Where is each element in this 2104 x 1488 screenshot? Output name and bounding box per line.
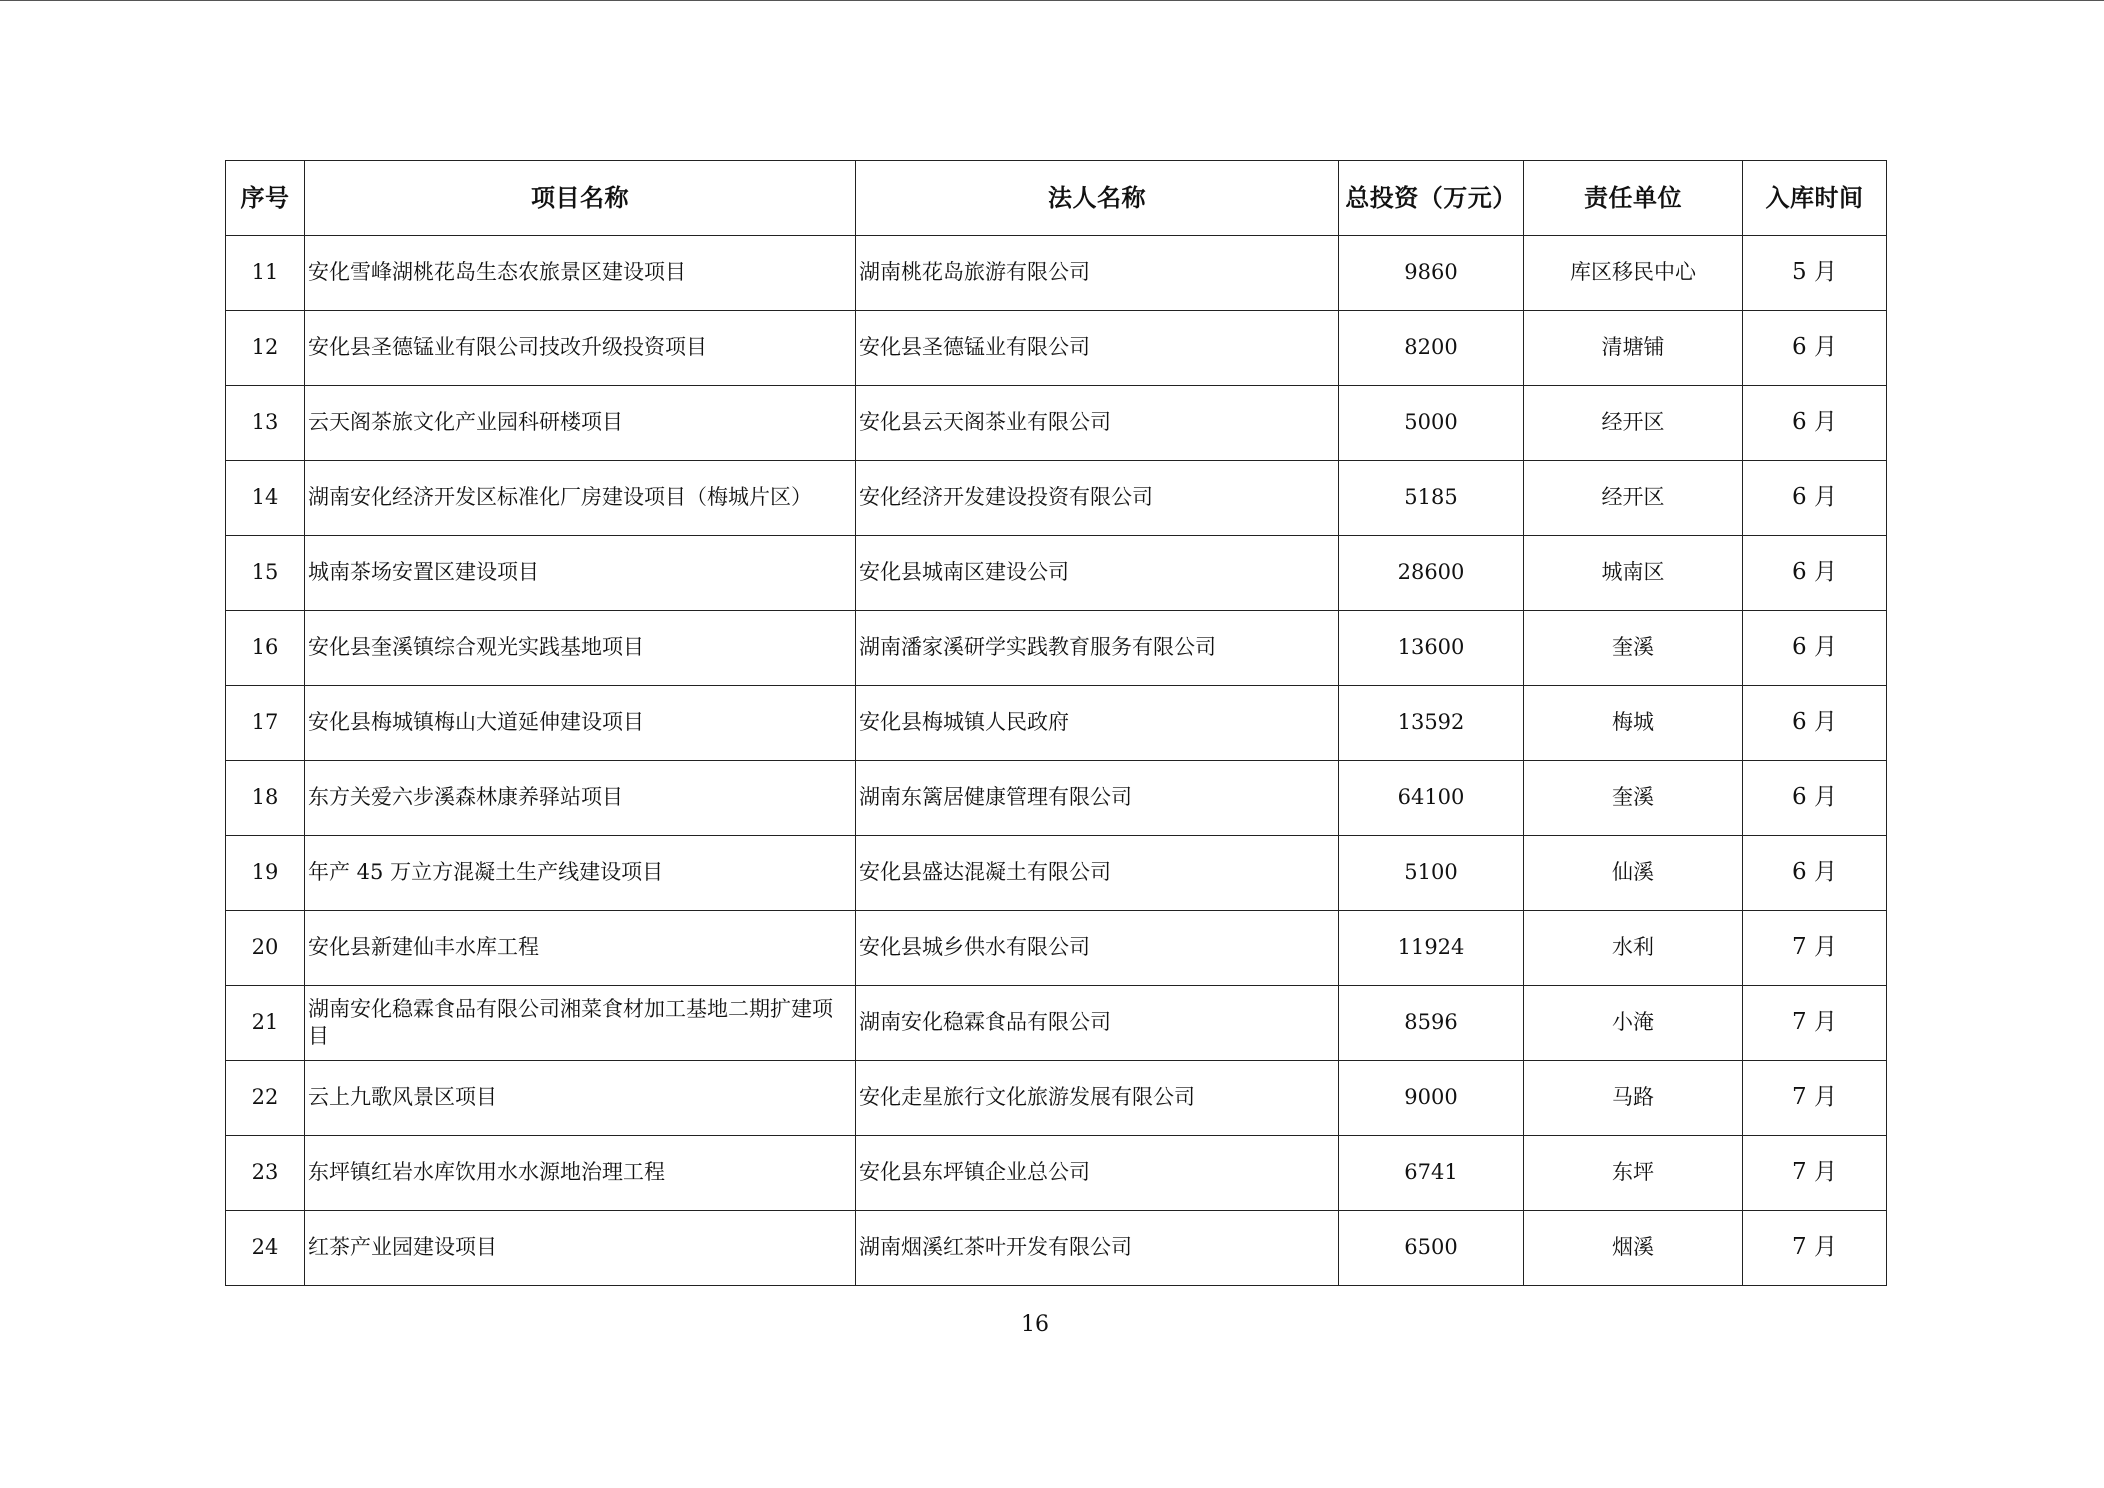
cell-project-name: 云上九歌风景区项目 xyxy=(305,1061,856,1136)
cell-legal-entity: 湖南烟溪红茶叶开发有限公司 xyxy=(856,1211,1339,1286)
cell-entry-time: 6 月 xyxy=(1743,761,1887,836)
cell-total-investment: 11924 xyxy=(1339,911,1524,986)
cell-legal-entity: 安化县城南区建设公司 xyxy=(856,536,1339,611)
cell-responsible-unit: 库区移民中心 xyxy=(1524,236,1743,311)
table-row xyxy=(226,986,1887,1061)
cell-legal-entity: 安化县东坪镇企业总公司 xyxy=(856,1136,1339,1211)
cell-legal-entity: 湖南东篱居健康管理有限公司 xyxy=(856,761,1339,836)
cell-project-name: 安化县奎溪镇综合观光实践基地项目 xyxy=(305,611,856,686)
cell-legal-entity: 安化县云天阁茶业有限公司 xyxy=(856,386,1339,461)
cell-responsible-unit: 城南区 xyxy=(1524,536,1743,611)
cell-legal-entity: 湖南桃花岛旅游有限公司 xyxy=(856,236,1339,311)
table-row xyxy=(226,611,1887,686)
table-body xyxy=(226,236,1887,1286)
cell-total-investment: 5100 xyxy=(1339,836,1524,911)
cell-total-investment: 5000 xyxy=(1339,386,1524,461)
cell-entry-time: 7 月 xyxy=(1743,1211,1887,1286)
cell-total-investment: 8596 xyxy=(1339,986,1524,1061)
cell-project-name: 安化县新建仙丰水库工程 xyxy=(305,911,856,986)
table-row xyxy=(226,1136,1887,1211)
cell-legal-entity: 安化走星旅行文化旅游发展有限公司 xyxy=(856,1061,1339,1136)
cell-project-name: 城南茶场安置区建设项目 xyxy=(305,536,856,611)
cell-serial-number: 15 xyxy=(226,536,305,611)
cell-serial-number: 17 xyxy=(226,686,305,761)
header-serial-number: 序号 xyxy=(226,161,305,236)
table-row xyxy=(226,236,1887,311)
cell-serial-number: 24 xyxy=(226,1211,305,1286)
cell-legal-entity: 湖南安化稳霖食品有限公司 xyxy=(856,986,1339,1061)
cell-entry-time: 6 月 xyxy=(1743,536,1887,611)
cell-legal-entity: 安化县圣德锰业有限公司 xyxy=(856,311,1339,386)
cell-project-name: 安化县梅城镇梅山大道延伸建设项目 xyxy=(305,686,856,761)
cell-entry-time: 6 月 xyxy=(1743,611,1887,686)
cell-serial-number: 16 xyxy=(226,611,305,686)
cell-serial-number: 21 xyxy=(226,986,305,1061)
cell-total-investment: 8200 xyxy=(1339,311,1524,386)
cell-responsible-unit: 水利 xyxy=(1524,911,1743,986)
page-top-border xyxy=(0,0,2104,1)
cell-entry-time: 6 月 xyxy=(1743,461,1887,536)
header-responsible-unit: 责任单位 xyxy=(1524,161,1743,236)
cell-project-name: 湖南安化经济开发区标准化厂房建设项目（梅城片区） xyxy=(305,461,856,536)
cell-total-investment: 28600 xyxy=(1339,536,1524,611)
cell-responsible-unit: 经开区 xyxy=(1524,386,1743,461)
cell-total-investment: 9860 xyxy=(1339,236,1524,311)
cell-serial-number: 18 xyxy=(226,761,305,836)
cell-serial-number: 23 xyxy=(226,1136,305,1211)
cell-responsible-unit: 小淹 xyxy=(1524,986,1743,1061)
cell-entry-time: 6 月 xyxy=(1743,311,1887,386)
cell-serial-number: 22 xyxy=(226,1061,305,1136)
cell-entry-time: 7 月 xyxy=(1743,911,1887,986)
page-number: 16 xyxy=(1021,1312,1049,1337)
cell-entry-time: 7 月 xyxy=(1743,986,1887,1061)
cell-legal-entity: 安化县盛达混凝土有限公司 xyxy=(856,836,1339,911)
header-total-investment: 总投资（万元） xyxy=(1339,161,1524,236)
cell-total-investment: 13600 xyxy=(1339,611,1524,686)
header-legal-entity: 法人名称 xyxy=(856,161,1339,236)
cell-entry-time: 7 月 xyxy=(1743,1061,1887,1136)
cell-total-investment: 6500 xyxy=(1339,1211,1524,1286)
table-row xyxy=(226,686,1887,761)
cell-responsible-unit: 东坪 xyxy=(1524,1136,1743,1211)
table-row xyxy=(226,461,1887,536)
cell-project-name: 湖南安化稳霖食品有限公司湘菜食材加工基地二期扩建项目 xyxy=(305,986,856,1061)
table-row xyxy=(226,761,1887,836)
cell-responsible-unit: 经开区 xyxy=(1524,461,1743,536)
cell-responsible-unit: 奎溪 xyxy=(1524,761,1743,836)
cell-legal-entity: 安化经济开发建设投资有限公司 xyxy=(856,461,1339,536)
table-row xyxy=(226,1211,1887,1286)
cell-project-name: 东坪镇红岩水库饮用水水源地治理工程 xyxy=(305,1136,856,1211)
cell-project-name: 年产 45 万立方混凝土生产线建设项目 xyxy=(305,836,856,911)
header-row xyxy=(226,161,1887,236)
cell-serial-number: 14 xyxy=(226,461,305,536)
cell-legal-entity: 安化县梅城镇人民政府 xyxy=(856,686,1339,761)
cell-total-investment: 13592 xyxy=(1339,686,1524,761)
cell-total-investment: 64100 xyxy=(1339,761,1524,836)
cell-project-name: 云天阁茶旅文化产业园科研楼项目 xyxy=(305,386,856,461)
cell-responsible-unit: 清塘铺 xyxy=(1524,311,1743,386)
cell-total-investment: 9000 xyxy=(1339,1061,1524,1136)
header-project-name: 项目名称 xyxy=(305,161,856,236)
cell-serial-number: 13 xyxy=(226,386,305,461)
header-entry-time: 入库时间 xyxy=(1743,161,1887,236)
table-row xyxy=(226,1061,1887,1136)
cell-project-name: 安化县圣德锰业有限公司技改升级投资项目 xyxy=(305,311,856,386)
cell-total-investment: 5185 xyxy=(1339,461,1524,536)
table-row xyxy=(226,536,1887,611)
cell-project-name: 安化雪峰湖桃花岛生态农旅景区建设项目 xyxy=(305,236,856,311)
cell-responsible-unit: 奎溪 xyxy=(1524,611,1743,686)
table-row xyxy=(226,911,1887,986)
cell-entry-time: 6 月 xyxy=(1743,686,1887,761)
cell-serial-number: 19 xyxy=(226,836,305,911)
table-row xyxy=(226,311,1887,386)
cell-project-name: 东方关爱六步溪森林康养驿站项目 xyxy=(305,761,856,836)
cell-entry-time: 5 月 xyxy=(1743,236,1887,311)
table-row xyxy=(226,836,1887,911)
cell-legal-entity: 湖南潘家溪研学实践教育服务有限公司 xyxy=(856,611,1339,686)
cell-entry-time: 7 月 xyxy=(1743,1136,1887,1211)
cell-entry-time: 6 月 xyxy=(1743,836,1887,911)
cell-entry-time: 6 月 xyxy=(1743,386,1887,461)
cell-project-name: 红茶产业园建设项目 xyxy=(305,1211,856,1286)
cell-responsible-unit: 仙溪 xyxy=(1524,836,1743,911)
cell-serial-number: 12 xyxy=(226,311,305,386)
table-header xyxy=(226,161,1887,236)
cell-responsible-unit: 梅城 xyxy=(1524,686,1743,761)
cell-total-investment: 6741 xyxy=(1339,1136,1524,1211)
cell-serial-number: 11 xyxy=(226,236,305,311)
cell-serial-number: 20 xyxy=(226,911,305,986)
table-row xyxy=(226,386,1887,461)
cell-responsible-unit: 烟溪 xyxy=(1524,1211,1743,1286)
cell-legal-entity: 安化县城乡供水有限公司 xyxy=(856,911,1339,986)
cell-responsible-unit: 马路 xyxy=(1524,1061,1743,1136)
project-table xyxy=(225,160,1887,1286)
